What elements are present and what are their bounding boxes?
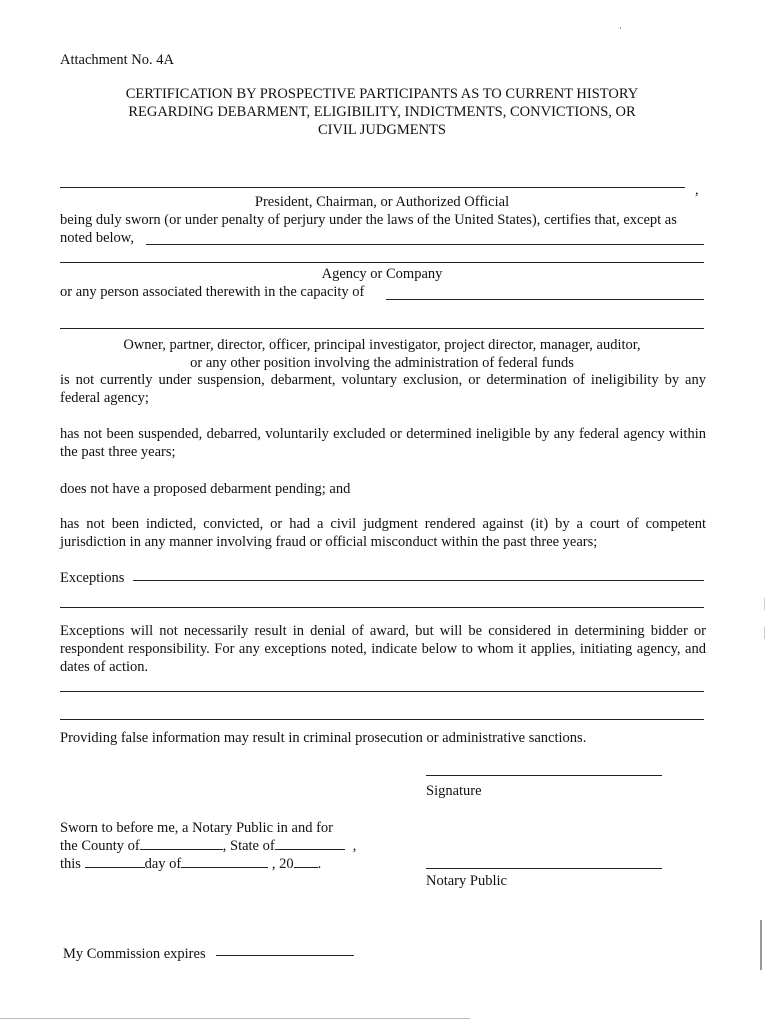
scan-speck-3 xyxy=(620,27,621,29)
official-caption: President, Chairman, or Authorized Official xyxy=(254,194,510,210)
exceptions-detail-field-1[interactable] xyxy=(60,691,704,692)
date-period: . xyxy=(317,856,322,872)
document-title xyxy=(60,85,704,139)
scan-edge-line xyxy=(0,1018,470,1019)
title-line-1: CERTIFICATION BY PROSPECTIVE PARTICIPANTS AS TO CURRENT HISTORY xyxy=(125,86,639,102)
notary-signature-field[interactable] xyxy=(426,868,662,869)
title-line-3: CIVIL JUDGMENTS xyxy=(318,122,446,138)
capacity-field[interactable] xyxy=(386,299,704,300)
statement-no-pending: does not have a proposed debarment pending; and xyxy=(60,481,351,497)
exceptions-field[interactable] xyxy=(133,580,704,581)
year-field[interactable] xyxy=(294,855,318,868)
agency-name-field[interactable] xyxy=(60,262,704,263)
signature-label: Signature xyxy=(426,783,482,799)
month-field[interactable] xyxy=(181,855,268,868)
statement-not-indicted: has not been indicted, convicted, or had a civil judgment rendered against (it) by a court of competent jurisdiction in any manner involving fraud or official misconduct within the past three years; xyxy=(60,516,706,550)
scan-speck-2 xyxy=(764,627,765,639)
county-field[interactable] xyxy=(140,837,223,850)
position-caption xyxy=(60,336,704,372)
position-caption-line-1: Owner, partner, director, officer, principal investigator, project director, manager, auditor, xyxy=(123,337,641,353)
notary-intro: Sworn to before me, a Notary Public in and for xyxy=(60,820,334,836)
commission-label: My Commission expires xyxy=(63,946,206,962)
state-field[interactable] xyxy=(275,837,345,850)
exceptions-label: Exceptions xyxy=(60,570,125,586)
attachment-number: Attachment No. 4A xyxy=(60,52,174,68)
title-line-2: REGARDING DEBARMENT, ELIGIBILITY, INDICTMENTS, CONVICTIONS, OR xyxy=(128,104,636,120)
notary-county-state-row xyxy=(60,837,356,855)
official-name-field[interactable] xyxy=(60,187,685,188)
day-field[interactable] xyxy=(85,855,145,868)
county-label: the County of xyxy=(60,838,140,854)
year-prefix: , 20 xyxy=(271,856,294,872)
exceptions-note: Exceptions will not necessarily result in denial of award, but will be considered in determining bidder or respondent responsibility. For any exceptions noted, indicate below to whom it applies, initiating agency, and dates of action. xyxy=(60,623,706,675)
exceptions-field-2[interactable] xyxy=(60,607,704,608)
noted-below-field[interactable] xyxy=(146,244,704,245)
position-caption-line-2: or any other position involving the administration of federal funds xyxy=(190,355,574,371)
scan-edge-mark xyxy=(760,920,762,970)
commission-expires-field[interactable] xyxy=(216,955,354,956)
statement-not-suspended: is not currently under suspension, debarment, voluntary exclusion, or determination of ineligibility by any federal agency; xyxy=(60,372,706,406)
notary-public-label: Notary Public xyxy=(426,873,507,889)
false-info-warning: Providing false information may result in criminal prosecution or administrative sanctions. xyxy=(60,730,587,746)
agency-caption: Agency or Company xyxy=(321,266,443,282)
scan-speck-1 xyxy=(764,598,765,610)
statement-not-debarred: has not been suspended, debarred, voluntarily excluded or determined ineligible by any federal agency within the past three years; xyxy=(60,426,706,460)
notary-date-row xyxy=(60,855,321,873)
exceptions-detail-field-2[interactable] xyxy=(60,719,704,720)
official-comma: , xyxy=(695,182,699,198)
county-state-comma: , xyxy=(352,838,357,854)
state-label: , State of xyxy=(222,838,275,854)
capacity-text: or any person associated therewith in the capacity of xyxy=(60,284,365,300)
this-label: this xyxy=(60,856,81,872)
day-of-label: day of xyxy=(144,856,182,872)
sworn-statement-line-1: being duly sworn (or under penalty of perjury under the laws of the United States), certifies that, except as xyxy=(60,212,677,228)
sworn-statement-line-2: noted below, xyxy=(60,230,134,246)
signature-field[interactable] xyxy=(426,775,662,776)
position-field[interactable] xyxy=(60,328,704,329)
